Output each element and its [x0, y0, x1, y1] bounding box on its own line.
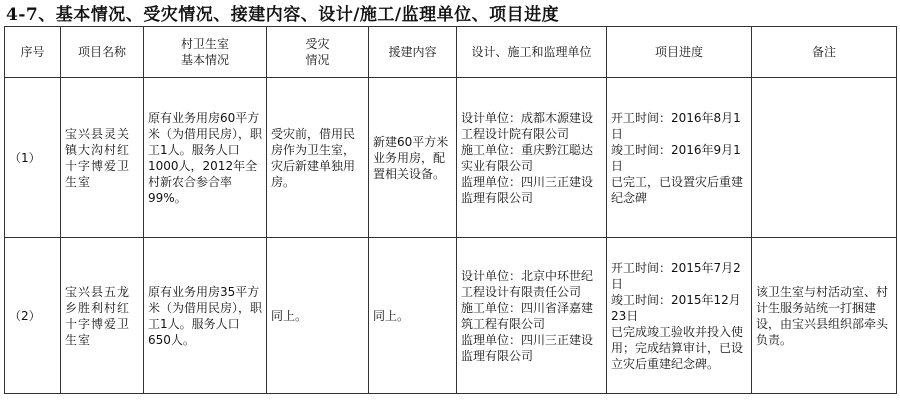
cell-disaster: 同上。 [267, 238, 369, 394]
table-row [5, 78, 897, 238]
cell-project-name: 宝兴县五龙乡胜利村红十字博爱卫生室 [61, 238, 144, 394]
cell-disaster: 受灾前，借用民房作为卫生室，灾后新建单独用房。 [267, 78, 369, 238]
header-progress: 项目进度 [607, 27, 752, 78]
header-content: 援建内容 [369, 27, 457, 78]
cell-no: （1） [5, 78, 61, 238]
table-row [5, 238, 897, 394]
header-row [5, 27, 897, 78]
cell-project-name: 宝兴县灵关镇大沟村红十字博爱卫生室 [61, 78, 144, 238]
cell-units: 设计单位：北京中环世纪工程设计有限责任公司 施工单位：四川省泽嘉建筑工程有限公司 监理单位：四川三正建设监理有限公司 [457, 238, 607, 394]
header-project-name: 项目名称 [61, 27, 144, 78]
cell-units: 设计单位：成都木源建设工程设计院有限公司 施工单位：重庆黔江聪达实业有限公司 监理单位：四川三正建设监理有限公司 [457, 78, 607, 238]
header-remark: 备注 [752, 27, 897, 78]
project-table [4, 26, 897, 394]
cell-content: 新建60平方米业务用房，配置相关设备。 [369, 78, 457, 238]
cell-content: 同上。 [369, 238, 457, 394]
header-units: 设计、施工和监理单位 [457, 27, 607, 78]
cell-progress: 开工时间：2015年7月2日 竣工时间：2015年12月23日 已完成竣工验收并投入使用；完成结算审计，已设立灾后重建纪念碑。 [607, 238, 752, 394]
cell-remark [752, 78, 897, 238]
page-title: 4-7、基本情况、受灾情况、接建内容、设计/施工/监理单位、项目进度 [6, 5, 560, 25]
cell-no: （2） [5, 238, 61, 394]
cell-remark: 该卫生室与村活动室、村计生服务站统一打捆建设，由宝兴县组织部牵头负责。 [752, 238, 897, 394]
cell-progress: 开工时间：2016年8月1日 竣工时间：2016年9月1日 已完工，已设置灾后重建纪念碑 [607, 78, 752, 238]
header-disaster: 受灾 情况 [267, 27, 369, 78]
header-no: 序号 [5, 27, 61, 78]
header-basic-info: 村卫生室 基本情况 [144, 27, 267, 78]
cell-basic-info: 原有业务用房35平方米（为借用民房），职工1人。服务人口650人。 [144, 238, 267, 394]
cell-basic-info: 原有业务用房60平方米（为借用民房），职工1人。服务人口1000人，2012年全村新农合参合率99%。 [144, 78, 267, 238]
